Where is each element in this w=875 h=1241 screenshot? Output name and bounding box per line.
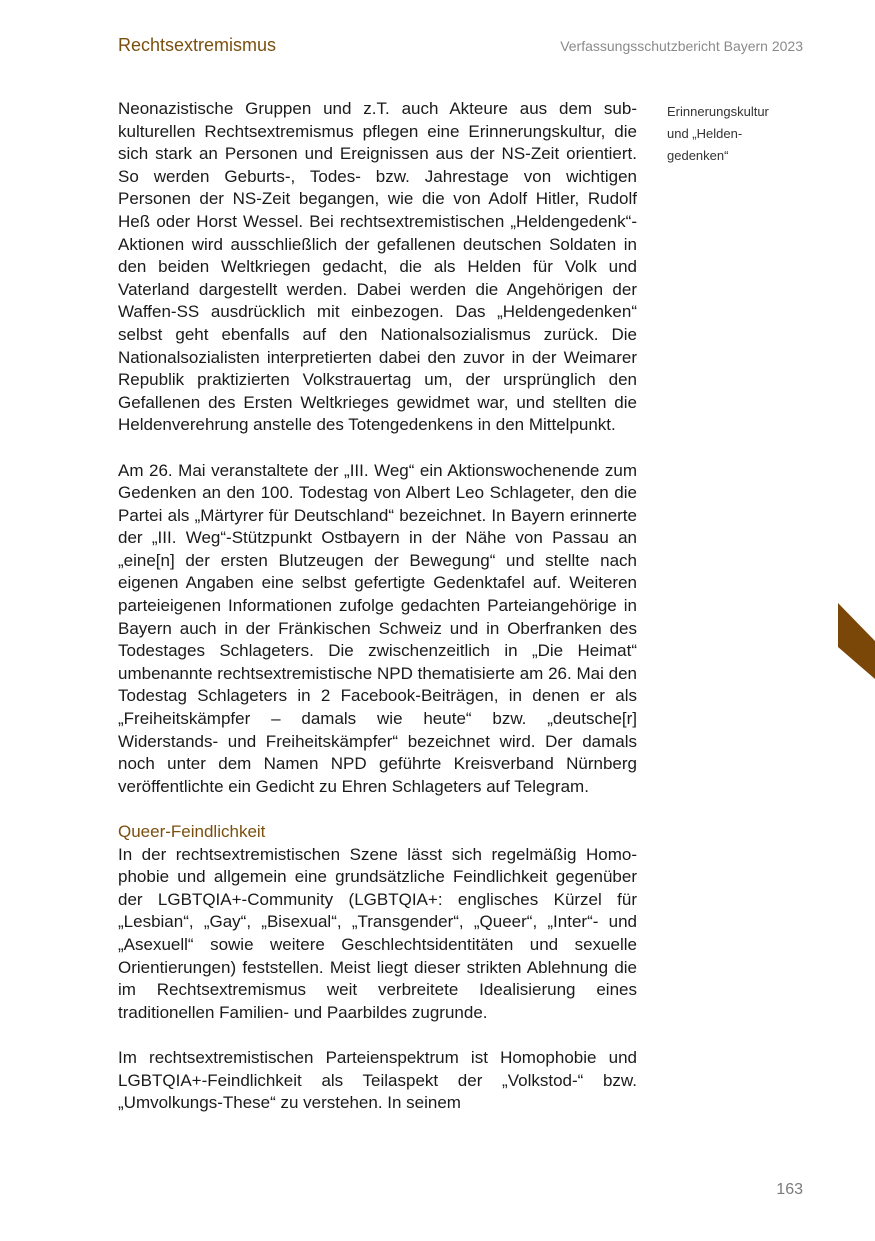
section-paragraph-1: In der rechtsextremistischen Szene lässt sich regelmäßig Homophobie und allgemein eine grundsätzliche Feindlichkeit gegenüber der LGBTQIA+-Community (LGBTQIA+: englisches Kürzel für „Lesbian“, „Gay“, „Bisexual“, „Transgender“, „Queer“, „Inter“- und „Asexuell“ sowie weitere Geschlechtsidentitäten und sexuelle Orientierungen) feststellen. Meist liegt dieser strikten Ablehnung die im Rechtsextremismus weit verbreitete Idealisierung eines traditionellen Familien- und Paarbildes zugrunde.: [118, 844, 637, 1022]
section-paragraph-2: Im rechtsextremistischen Parteienspektrum ist Homophobie und LGBTQIA+-Feindlichkeit als Teilaspekt der „Volkstod-“ bzw. „Umvolkungs-These“ zu verstehen. In seinem: [118, 1047, 637, 1113]
main-text-column: [118, 98, 637, 1137]
margin-note: [667, 101, 797, 167]
chapter-thumb-tab: [838, 603, 875, 679]
body-paragraph-2: Am 26. Mai veranstaltete der „III. Weg“ ein Aktionswochenende zum Gedenken an den 100. Todestag von Albert Leo Schlageter, den die Partei als „Märtyrer für Deutschland“ bezeichnet. In Bayern erinnerte der „III. Weg“-Stützpunkt Ostbayern in der Nähe von Passau an „eine[n] der ersten Blutzeugen der Bewegung“ und stellte nach eigenen Angaben eine selbst gefertigte Gedenktafel auf. Weiteren parteieigenen Informationen zufolge gedachten Parteiangehörige in Bayern auch in der Fränkischen Schweiz und in Oberfranken des Todestages Schlageters. Die zwischenzeitlich in „Die Heimat“ umbenannte rechtsextremistische NPD thematisierte am 26. Mai den Todestag Schlageters in 2 Facebook-Beiträgen, in denen er als „Freiheitskämpfer – damals wie heute“ bzw. „deutsche[r] Widerstands- und Freiheitskämpfer“ bezeichnet wird. Der damals noch unter dem Namen NPD geführte Kreisverband Nürnberg veröffentlichte ein Gedicht zu Ehren Schlageters auf Telegram.: [118, 460, 637, 796]
body-paragraph-1: Neonazistische Gruppen und z.T. auch Akteure aus dem subkulturellen Rechtsextremismus pflegen eine Erinnerungskultur, die sich stark an Personen und Ereignissen aus der NS-Zeit orientiert. So werden Geburts-, Todes- bzw. Jahrestage von wichtigen Personen der NS-Zeit begangen, wie die von Adolf Hitler, Rudolf Heß oder Horst Wessel. Bei rechtsextremistischen „Heldengedenk“-Aktionen wird ausschließlich der gefallenen deutschen Soldaten in den beiden Weltkriegen gedacht, die als Helden für Volk und Vaterland dargestellt werden. Dabei werden die Angehörigen der Waffen-SS ausdrücklich mit einbezogen. Das „Heldengedenken“ selbst geht ebenfalls auf den Nationalsozialismus zurück. Die Nationalsozialisten interpretierten dabei den zuvor in der Weimarer Republik praktizierten Volkstrauertag um, der ursprünglich den Gefallenen des Ersten Weltkrieges gewidmet war, und stellten die Heldenverehrung anstelle des Totengedenkens in den Mittelpunkt.: [118, 99, 637, 435]
running-header-section-title: Rechtsextremismus: [118, 35, 277, 55]
margin-note-line-3: gedenken“: [667, 148, 729, 163]
section-heading: Queer-Feindlichkeit: [118, 822, 266, 841]
chapter-thumb-tab-shape: [838, 603, 875, 679]
margin-note-line-1: Erinnerungskultur: [667, 104, 769, 119]
page-number: 163: [776, 1181, 803, 1198]
margin-note-line-2: und „Helden-: [667, 126, 743, 141]
running-header-publication-title: Verfassungsschutzbericht Bayern 2023: [560, 38, 803, 54]
